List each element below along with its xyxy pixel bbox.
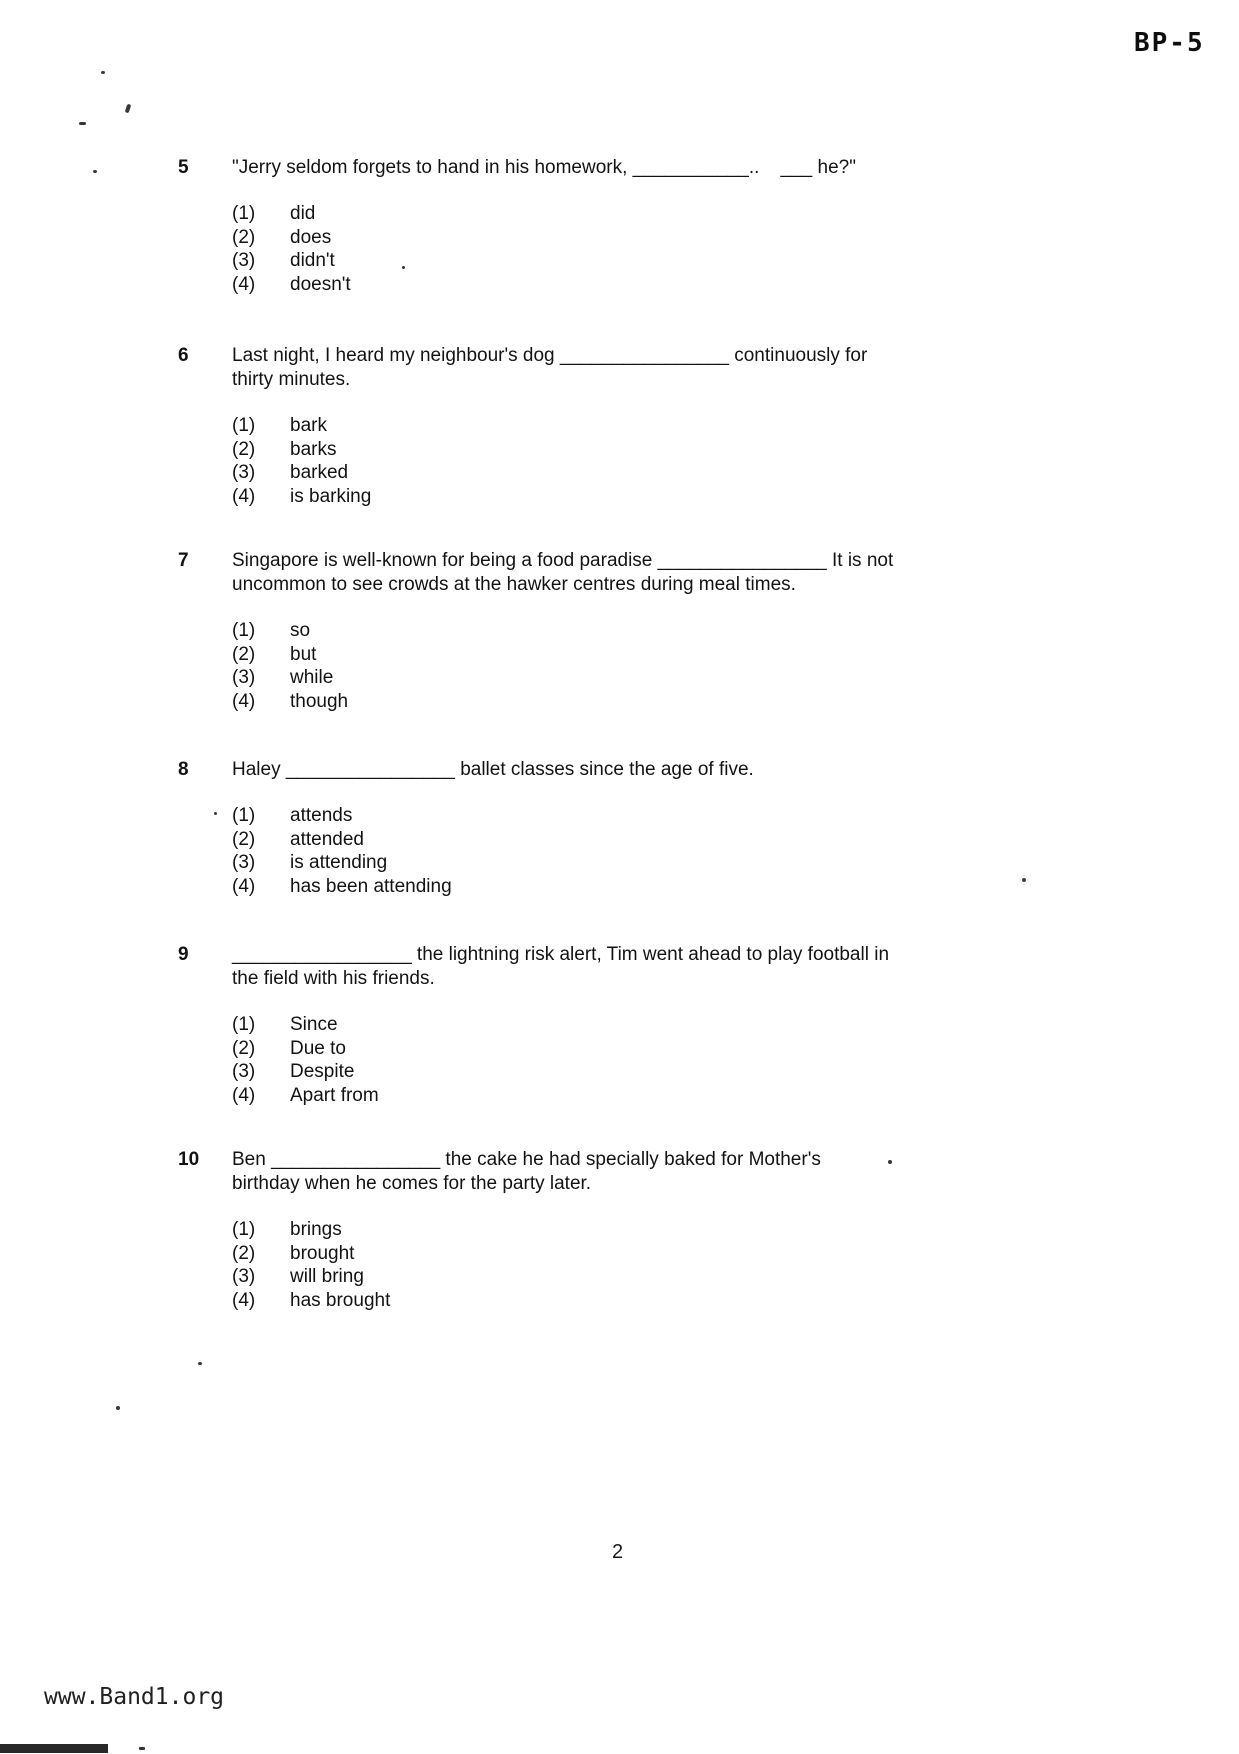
option-label: is barking (290, 486, 372, 508)
option-number: (4) (232, 1290, 256, 1312)
option-number: (2) (232, 226, 256, 248)
options-list (232, 1218, 821, 1313)
option-label: did (290, 203, 316, 224)
option-label: will bring (290, 1266, 364, 1288)
option-number: (2) (232, 1242, 256, 1264)
option-number: (4) (232, 691, 256, 713)
option-row (232, 1242, 821, 1266)
question-stem: Ben ________________ the cake he had specially baked for Mother's (232, 1149, 821, 1170)
option-label: Due to (290, 1037, 346, 1059)
option-number: (1) (232, 1219, 256, 1240)
option-number: (2) (232, 1037, 256, 1059)
page-number: 2 (612, 1541, 624, 1563)
scan-speckle (139, 1747, 145, 1750)
option-row (232, 1013, 889, 1037)
option-number: (3) (232, 462, 256, 484)
scan-speckle (116, 1406, 120, 1410)
option-row (232, 619, 893, 643)
question-7 (178, 549, 893, 714)
option-number: (3) (232, 1061, 256, 1083)
option-label: doesn't (290, 274, 351, 296)
option-number: (4) (232, 486, 256, 508)
scan-speckle (1022, 878, 1026, 882)
option-row (232, 461, 867, 485)
option-label: barks (290, 438, 337, 460)
option-row (232, 1265, 821, 1289)
options-list (232, 414, 867, 509)
question-stem: Singapore is well-known for being a food paradise ________________ It is not (232, 550, 894, 571)
question-stem: uncommon to see crowds at the hawker centres during meal times. (232, 574, 796, 595)
question-9 (178, 943, 889, 1108)
option-row (232, 643, 893, 667)
option-number: (3) (232, 1266, 256, 1288)
option-number: (1) (232, 203, 256, 224)
option-label: so (290, 620, 311, 641)
question-number: 10 (178, 1149, 200, 1170)
option-row (232, 414, 867, 438)
option-number: (4) (232, 876, 256, 898)
question-stem: thirty minutes. (232, 369, 351, 390)
option-label: Since (290, 1014, 338, 1035)
option-label: is attending (290, 852, 388, 874)
option-row (232, 666, 893, 690)
option-number: (1) (232, 620, 256, 641)
option-number: (1) (232, 415, 256, 436)
options-list (232, 804, 754, 899)
option-number: (3) (232, 250, 256, 272)
option-row (232, 249, 856, 273)
option-number: (3) (232, 852, 256, 874)
option-label: Despite (290, 1061, 355, 1083)
option-label: bark (290, 415, 327, 436)
question-stem: the field with his friends. (232, 968, 435, 989)
option-row (232, 1218, 821, 1242)
option-number: (2) (232, 828, 256, 850)
scan-speckle (101, 71, 105, 74)
option-label: didn't (290, 250, 335, 272)
option-row (232, 875, 754, 899)
option-label: does (290, 226, 332, 248)
scan-speckle (125, 104, 132, 114)
option-row (232, 202, 856, 226)
question-5 (178, 156, 856, 297)
question-stem: _________________ the lightning risk alert, Tim went ahead to play football in (232, 944, 890, 965)
footer-url: www.Band1.org (44, 1684, 225, 1710)
option-number: (1) (232, 1014, 256, 1035)
question-stem: birthday when he comes for the party later. (232, 1173, 592, 1194)
option-row (232, 1289, 821, 1313)
option-label: but (290, 643, 317, 665)
option-number: (1) (232, 805, 256, 826)
option-row (232, 226, 856, 250)
scan-speckle (888, 1160, 892, 1164)
options-list (232, 1013, 889, 1108)
question-number: 5 (178, 157, 189, 178)
option-row (232, 273, 856, 297)
scan-speckle (198, 1362, 202, 1365)
scan-edge-bar (0, 1744, 108, 1753)
option-row (232, 1060, 889, 1084)
option-row (232, 690, 893, 714)
option-label: brought (290, 1242, 355, 1264)
option-label: Apart from (290, 1085, 379, 1107)
option-label: though (290, 691, 349, 713)
options-list (232, 619, 893, 714)
option-row (232, 828, 754, 852)
paper-code: BP-5 (1134, 28, 1205, 58)
option-label: attended (290, 828, 364, 850)
question-stem: "Jerry seldom forgets to hand in his homework, ___________.. ___ he?" (232, 157, 856, 178)
question-stem: Haley ________________ ballet classes since the age of five. (232, 759, 754, 780)
option-row (232, 438, 867, 462)
option-number: (4) (232, 274, 256, 296)
option-label: barked (290, 462, 349, 484)
question-6 (178, 344, 867, 509)
options-list (232, 202, 856, 297)
scan-speckle (93, 170, 97, 173)
question-8 (178, 758, 754, 899)
option-number: (2) (232, 438, 256, 460)
option-number: (4) (232, 1085, 256, 1107)
question-number: 6 (178, 345, 189, 366)
option-label: brings (290, 1219, 342, 1240)
question-10 (178, 1148, 821, 1313)
option-label: has been attending (290, 876, 452, 898)
option-row (232, 1037, 889, 1061)
question-number: 7 (178, 550, 189, 571)
option-label: has brought (290, 1290, 391, 1312)
option-label: while (290, 667, 334, 689)
question-stem: Last night, I heard my neighbour's dog ________________ continuously for (232, 345, 868, 366)
option-row (232, 485, 867, 509)
option-label: attends (290, 805, 353, 826)
scan-speckle (79, 122, 86, 125)
question-number: 9 (178, 944, 189, 965)
option-row (232, 1084, 889, 1108)
option-row (232, 804, 754, 828)
option-number: (2) (232, 643, 256, 665)
question-number: 8 (178, 759, 189, 780)
option-number: (3) (232, 667, 256, 689)
option-row (232, 851, 754, 875)
